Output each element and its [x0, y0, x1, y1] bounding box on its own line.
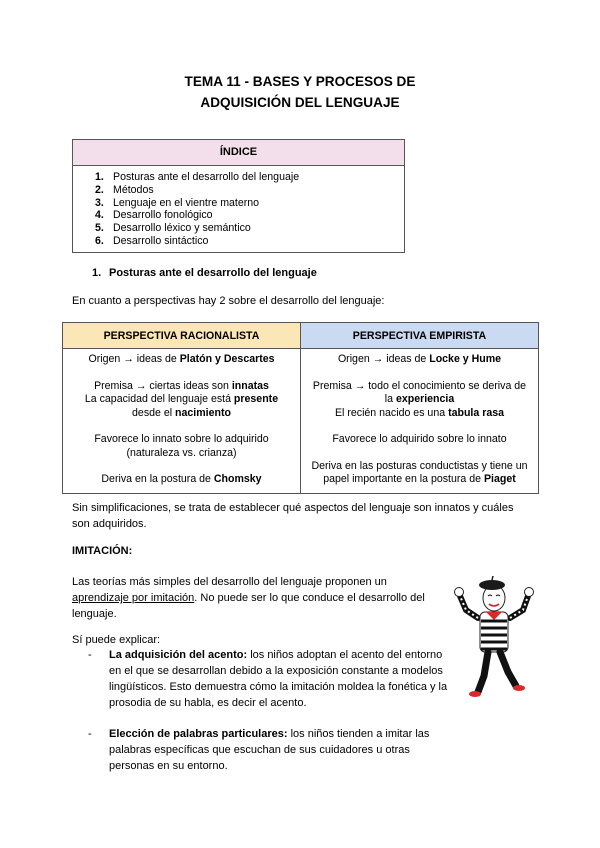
index-item-label: Desarrollo sintáctico: [113, 234, 209, 247]
imitation-can-explain: Sí puede explicar:: [72, 634, 161, 646]
index-item: [95, 235, 404, 248]
title-line-1: TEMA 11 - BASES Y PROCESOS DE: [184, 74, 416, 89]
rationalist-premise: Premisa → ciertas ideas son innatas: [94, 379, 269, 392]
index-item: [95, 197, 404, 210]
empiricist-derives: Deriva en las posturas conductistas y tiene un: [311, 459, 528, 472]
index-item-label: Desarrollo fonológico: [113, 209, 213, 222]
list-item: - La adquisición del acento: los niños adoptan el acento del entorno en el que se desarrollan debido a la exposición constante a modelos lingüísticos. Esto demuestra cómo la imitación moldea la fonética y la prosodia de su habla, es decir el acento.: [88, 649, 448, 709]
section-title: Posturas ante el desarrollo del lenguaje: [109, 267, 317, 279]
rationalist-capacity: La capacidad del lenguaje está presente: [84, 393, 279, 405]
empiricist-origin: Origen → ideas de Locke y Hume: [337, 353, 502, 365]
empiricist-newborn: El recién nacido es una tabula rasa: [334, 406, 505, 419]
index-item-number: 1.: [95, 171, 104, 183]
index-item-number: 2.: [95, 183, 104, 196]
index-item-number: 3.: [95, 196, 104, 209]
index-item: [95, 171, 404, 184]
index-item-number: 6.: [95, 234, 104, 247]
empiricist-favors: Favorece lo adquirido sobre lo innato: [332, 433, 507, 445]
rationalist-header: PERSPECTIVA RACIONALISTA: [63, 323, 301, 349]
title-line-2: ADQUISICIÓN DEL LENGUAJE: [200, 95, 400, 110]
empiricist-cell: Origen → ideas de Locke y Hume Premisa → todo el conocimiento se deriva de la experiencia El recién nacido es una tabula rasa Favorece lo adquirido sobre lo innato Deriva en las posturas conductistas y tiene un papel importante en la postura de Piaget: [301, 349, 539, 494]
index-item: [95, 184, 404, 197]
index-item: [95, 209, 404, 222]
list-item: - Elección de palabras particulares: los niños tienden a imitar las palabras específicas que escuchan de sus cuidadores u otras personas en su entorno.: [88, 728, 430, 772]
rationalist-derives: Deriva en la postura de Chomsky: [101, 473, 262, 485]
index-list: [73, 166, 404, 248]
index-item-label: Lenguaje en el vientre materno: [113, 196, 260, 209]
index-item: [95, 222, 404, 235]
index-item-label: Desarrollo léxico y semántico: [113, 222, 251, 235]
index-item-number: 4.: [95, 209, 104, 222]
document-title: [0, 71, 600, 113]
index-item-label: Métodos: [113, 183, 154, 196]
section-number: 1.: [92, 267, 102, 279]
index-box: [72, 139, 405, 253]
rationalist-cell: Origen → ideas de Platón y Descartes Premisa → ciertas ideas son innatas La capacidad del lenguaje está presente desde el nacimiento Favorece lo innato sobre lo adquirido (naturaleza vs. crianza) Deriva en la postura de Chomsky: [63, 349, 301, 494]
section-1-intro: En cuanto a perspectivas hay 2 sobre el desarrollo del lenguaje:: [72, 295, 385, 307]
rationalist-favors: Favorece lo innato sobre lo adquirido: [94, 433, 269, 445]
rationalist-origin: Origen → ideas de Platón y Descartes: [88, 353, 275, 365]
imitation-paragraph: Las teorías más simples del desarrollo del lenguaje proponen un aprendizaje por imitación. No puede ser lo que conduce el desarrollo del lenguaje.: [72, 576, 425, 620]
imitation-heading: IMITACIÓN:: [72, 545, 133, 557]
index-item-number: 5.: [95, 222, 104, 235]
index-item-label: Posturas ante el desarrollo del lenguaje: [113, 171, 300, 183]
perspectives-table: [62, 322, 539, 494]
mime-illustration: [448, 566, 544, 700]
imitation-bullets: [88, 647, 448, 774]
summary-paragraph: Sin simplificaciones, se trata de establecer qué aspectos del lenguaje son innatos y cuáles son adquiridos.: [72, 502, 514, 530]
section-1-heading: [92, 267, 317, 279]
index-heading: ÍNDICE: [73, 140, 404, 166]
empiricist-premise: Premisa → todo el conocimiento se deriva de: [312, 379, 527, 392]
empiricist-header: PERSPECTIVA EMPIRISTA: [301, 323, 539, 349]
